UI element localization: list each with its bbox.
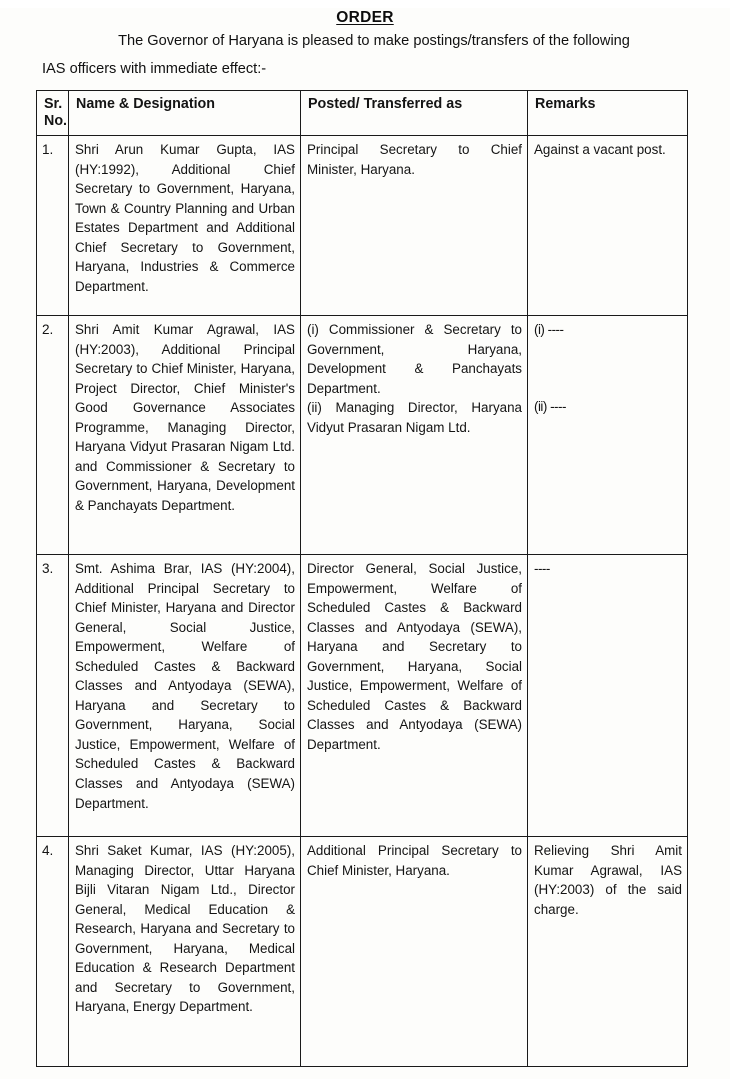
table-row bbox=[37, 837, 688, 1067]
table-row bbox=[37, 555, 688, 837]
page-title: ORDER bbox=[336, 9, 394, 26]
column-header-sr-no-line2: No. bbox=[44, 113, 68, 129]
remarks-spacer bbox=[534, 340, 682, 397]
column-header-posted-transferred: Posted/ Transferred as bbox=[301, 91, 528, 136]
cell-name-designation: Smt. Ashima Brar, IAS (HY:2004), Additional Principal Secretary to Chief Minister, Haryana and Director General, Social Justice, Empowerment, Welfare of Scheduled Castes & Backward Classes and Antyodaya (SEWA), Haryana and Secretary to Government, Haryana, Social Justice, Empowerment, Welfare of Scheduled Castes & Backward Classes and Antyodaya (SEWA) Department. bbox=[69, 555, 301, 837]
intro-line-1: The Governor of Haryana is pleased to make postings/transfers of the following bbox=[118, 33, 630, 49]
posted-item-i: (i) Commissioner & Secretary to Government, Haryana, Development & Panchayats Department. bbox=[307, 322, 522, 396]
table-header-row bbox=[37, 91, 688, 136]
cell-remarks: Relieving Shri Amit Kumar Agrawal, IAS (HY:2003) of the said charge. bbox=[528, 837, 688, 1067]
cell-remarks: Against a vacant post. bbox=[528, 136, 688, 316]
cell-posted-transferred: Additional Principal Secretary to Chief Minister, Haryana. bbox=[301, 837, 528, 1067]
cell-remarks: ---- bbox=[528, 555, 688, 837]
cell-name-designation: Shri Amit Kumar Agrawal, IAS (HY:2003), Additional Principal Secretary to Chief Minister, Haryana, Project Director, Chief Minister's Good Governance Associates Programme, Managing Director, Haryana Vidyut Prasaran Nigam Ltd. and Commissioner & Secretary to Government, Haryana, Development & Panchayats Department. bbox=[69, 316, 301, 555]
cell-sr-no: 4. bbox=[37, 837, 69, 1067]
table-row bbox=[37, 136, 688, 316]
column-header-sr-no bbox=[37, 91, 69, 136]
cell-sr-no: 1. bbox=[37, 136, 69, 316]
cell-posted-transferred: Director General, Social Justice, Empowerment, Welfare of Scheduled Castes & Backward Classes and Antyodaya (SEWA), Haryana and Secretary to Government, Haryana, Social Justice, Empowerment, Welfare of Scheduled Castes & Backward Classes and Antyodaya (SEWA) Department. bbox=[301, 555, 528, 837]
table-row bbox=[37, 316, 688, 555]
cell-name-designation: Shri Saket Kumar, IAS (HY:2005), Managing Director, Uttar Haryana Bijli Vitaran Nigam Ltd., Director General, Medical Education & Research, Haryana and Secretary to Government, Haryana, Medical Education & Research Department and Secretary to Government, Haryana, Energy Department. bbox=[69, 837, 301, 1067]
cell-sr-no: 3. bbox=[37, 555, 69, 837]
cell-name-designation: Shri Arun Kumar Gupta, IAS (HY:1992), Additional Chief Secretary to Government, Haryana, Town & Country Planning and Urban Estates Department and Additional Chief Secretary to Government, Haryana, Industries & Commerce Department. bbox=[69, 136, 301, 316]
cell-posted-transferred bbox=[301, 316, 528, 555]
column-header-sr-no-line1: Sr. bbox=[44, 96, 63, 112]
column-header-remarks: Remarks bbox=[528, 91, 688, 136]
cell-sr-no: 2. bbox=[37, 316, 69, 555]
cell-remarks bbox=[528, 316, 688, 555]
postings-transfers-table bbox=[36, 90, 688, 1067]
intro-paragraph bbox=[0, 28, 730, 83]
column-header-name-designation: Name & Designation bbox=[69, 91, 301, 136]
posted-item-ii: (ii) Managing Director, Haryana Vidyut Prasaran Nigam Ltd. bbox=[307, 400, 522, 435]
order-document-page bbox=[0, 8, 730, 1079]
cell-posted-transferred: Principal Secretary to Chief Minister, Haryana. bbox=[301, 136, 528, 316]
remark-item-i: (i) ---- bbox=[534, 322, 564, 337]
intro-line-2: IAS officers with immediate effect:- bbox=[42, 61, 267, 77]
remark-item-ii: (ii) ---- bbox=[534, 398, 566, 414]
